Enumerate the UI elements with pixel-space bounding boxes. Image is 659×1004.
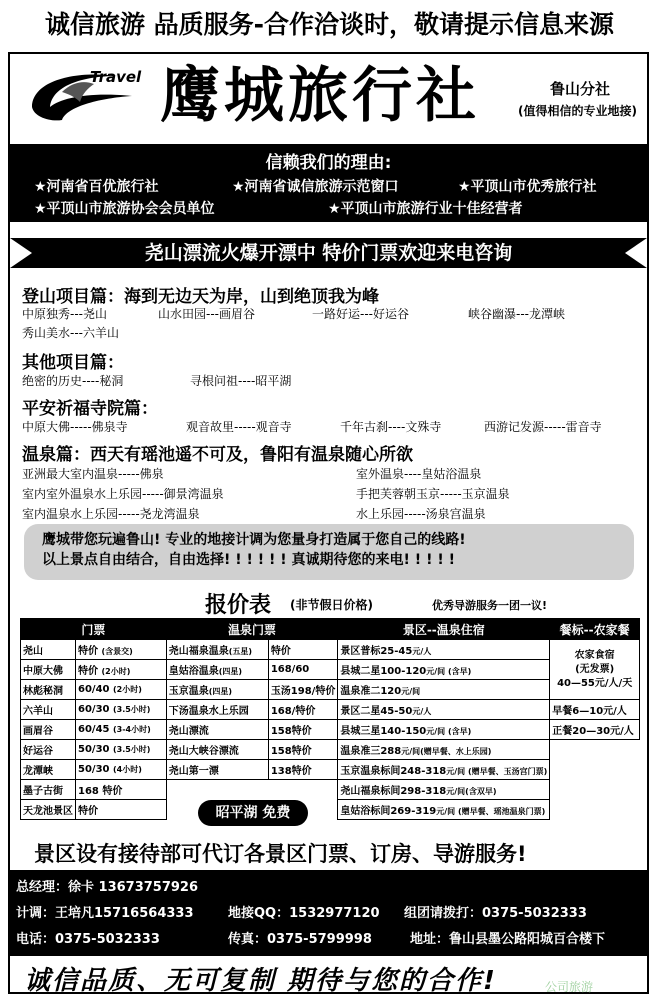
address-contact: 地址：鲁山县墨公路阳城百合楼下	[410, 932, 606, 947]
fax-contact: 传真：0375-5799998	[228, 932, 372, 947]
price-subtitle: (非节假日价格)	[290, 598, 373, 612]
spring-name: 尧山福泉温泉(五星)	[166, 640, 268, 660]
spot-item: 手把芙蓉朝玉京-----玉京温泉	[356, 487, 510, 501]
empty-cell	[550, 740, 640, 820]
promo-line: 鹰城带您玩遍鲁山! 专业的地接计调为您量身打造属于您自己的线路!	[42, 532, 466, 548]
reasons-box	[10, 144, 647, 222]
spot-item: 亚洲最大室内温泉-----佛泉	[22, 467, 164, 481]
spring-price: 138特价	[268, 760, 338, 780]
spot-item: 一路好运---好运谷	[312, 307, 409, 321]
spring-name: 皇姑浴温泉(四星)	[166, 660, 268, 680]
table-row	[21, 760, 640, 780]
table-row	[21, 640, 640, 660]
logo-text: Travel	[90, 68, 142, 86]
watermark: 公司旅游	[545, 980, 594, 994]
spring-name: 尧山第一漂	[166, 760, 268, 780]
planner-contact: 计调：王培凡15716564333	[16, 906, 194, 921]
spot-item: 峡谷幽瀑---龙潭峡	[468, 307, 565, 321]
ticket-name: 中原大佛	[21, 660, 76, 680]
lodging: 县城三星140-150元/间 (含早)	[338, 720, 550, 740]
spring-price: 玉汤198/特价	[268, 680, 338, 700]
bottom-slogan: 诚信品质、无可复制 期待与您的合作!	[24, 966, 497, 996]
ticket-price: 50/30 (4小时)	[76, 760, 167, 780]
header-lodging: 景区--温泉住宿	[338, 619, 550, 640]
hotspring-title: 温泉篇：西天有瑶池遥不可及，鲁阳有温泉随心所欲	[22, 445, 413, 465]
table-header-row	[21, 619, 640, 640]
ticket-price: 60/45 (3-4小时)	[76, 720, 167, 740]
spot-item: 绝密的历史----秘洞	[22, 374, 124, 388]
agency-tagline: (值得相信的专业地接)	[518, 104, 637, 118]
promo-box	[24, 524, 634, 580]
header-springs: 温泉门票	[166, 619, 338, 640]
spring-name: 尧山漂流	[166, 720, 268, 740]
spot-item: 西游记发源-----雷音寺	[484, 420, 602, 434]
ticket-price: 60/30 (3.5小时)	[76, 700, 167, 720]
eagle-logo	[22, 62, 152, 132]
ticket-price: 168 特价	[76, 780, 167, 800]
spot-item: 中原大佛-----佛泉寺	[22, 420, 128, 434]
lodging: 景区普标25-45元/人	[338, 640, 550, 660]
spot-item: 千年古刹----文殊寺	[340, 420, 442, 434]
temple-title: 平安祈福寺院篇：	[22, 399, 158, 419]
reason-item: ★平顶山市优秀旅行社	[458, 179, 597, 195]
table-row	[21, 680, 640, 700]
ticket-price: 特价 (含景交)	[76, 640, 167, 660]
qq-contact: 地接QQ：1532977120	[228, 906, 380, 921]
ticket-name: 好运谷	[21, 740, 76, 760]
header-meals: 餐标--农家餐	[550, 619, 640, 640]
spring-price: 特价	[268, 640, 338, 660]
contact-box	[10, 870, 647, 956]
spring-price: 158特价	[268, 740, 338, 760]
spring-name: 下汤温泉水上乐园	[166, 700, 268, 720]
services-line: 景区设有接待部可代订各景区门票、订房、导游服务!	[34, 842, 527, 866]
spring-name: 玉京温泉(四星)	[166, 680, 268, 700]
spring-price: 168/60	[268, 660, 338, 680]
reason-item: ★平顶山市旅游行业十佳经营者	[328, 201, 523, 217]
table-row	[21, 700, 640, 720]
ticket-name: 龙潭峡	[21, 760, 76, 780]
table-row	[21, 740, 640, 760]
spot-item: 室外温泉----皇姑浴温泉	[356, 467, 482, 481]
phone-contact: 电话：0375-5032333	[16, 932, 160, 947]
top-slogan: 诚信旅游 品质服务-合作洽谈时，敬请提示信息来源	[44, 10, 615, 39]
ticket-price: 特价	[76, 800, 167, 820]
spring-price: 158特价	[268, 720, 338, 740]
lodging: 温泉准二120元/间	[338, 680, 550, 700]
banner-text: 尧山漂流火爆开漂中 特价门票欢迎来电咨询	[144, 242, 513, 264]
spot-item: 室内温泉水上乐园-----尧龙湾温泉	[22, 507, 200, 521]
agency-name: 鹰城旅行社	[160, 61, 480, 131]
spot-item: 观音故里-----观音寺	[186, 420, 292, 434]
ticket-name: 六羊山	[21, 700, 76, 720]
ticket-name: 林彪秘洞	[21, 680, 76, 700]
lodging: 县城二星100-120元/间 (含早)	[338, 660, 550, 680]
table-row	[21, 780, 640, 800]
lodging: 尧山福泉标间298-318元/间(含双早)	[338, 780, 550, 800]
spot-item: 中原独秀---尧山	[22, 307, 107, 321]
free-badge: 昭平湖 免费	[198, 800, 308, 826]
lunch-price: 正餐20—30元/人	[550, 720, 640, 740]
spot-item: 山水田园---画眉谷	[158, 307, 255, 321]
reasons-title: 信赖我们的理由:	[265, 153, 392, 173]
reason-item: ★河南省诚信旅游示范窗口	[232, 179, 399, 195]
table-row	[21, 720, 640, 740]
price-table	[20, 618, 640, 820]
spot-item: 秀山美水---六羊山	[22, 326, 119, 340]
table-row	[21, 660, 640, 680]
lodging: 玉京温泉标间248-318元/间 (赠早餐、玉汤宫门票)	[338, 760, 550, 780]
reason-item: ★平顶山市旅游协会会员单位	[34, 201, 215, 217]
ticket-name: 墨子古街	[21, 780, 76, 800]
ticket-name: 天龙池景区	[21, 800, 76, 820]
spring-price: 168/特价	[268, 700, 338, 720]
spot-item: 室内室外温泉水上乐园-----御景湾温泉	[22, 487, 224, 501]
ticket-price: 50/30 (3.5小时)	[76, 740, 167, 760]
spot-item: 水上乐园-----汤泉宫温泉	[356, 507, 486, 521]
promo-banner	[10, 238, 647, 268]
reason-item: ★河南省百优旅行社	[34, 179, 159, 195]
branch-name: 鲁山分社	[549, 80, 610, 98]
price-title: 报价表	[205, 593, 272, 618]
arrow-right-icon	[10, 238, 32, 268]
ticket-name: 画眉谷	[21, 720, 76, 740]
lodging: 温泉准三288元/间(赠早餐、水上乐园)	[338, 740, 550, 760]
ticket-price: 特价 (2小时)	[76, 660, 167, 680]
header-tickets: 门票	[21, 619, 167, 640]
promo-line: 以上景点自由结合，自由选择! ! ! ! ! ! 真诚期待您的来电! ! ! ! !	[42, 552, 455, 568]
ticket-name: 尧山	[21, 640, 76, 660]
ticket-price: 60/40 (2小时)	[76, 680, 167, 700]
price-note: 优秀导游服务一团一议!	[432, 599, 548, 612]
other-title: 其他项目篇：	[22, 353, 124, 373]
spring-name: 尧山大峡谷漂流	[166, 740, 268, 760]
lodging: 皇姑浴标间269-319元/间 (赠早餐、瑶池温泉门票)	[338, 800, 550, 820]
breakfast-price: 早餐6—10元/人	[550, 700, 640, 720]
arrow-left-icon	[625, 238, 647, 268]
group-contact: 组团请拨打：0375-5032333	[404, 906, 587, 921]
mountain-title: 登山项目篇：海到无边天为岸，山到绝顶我为峰	[22, 287, 379, 307]
lodging: 景区二星45-50元/人	[338, 700, 550, 720]
farm-meal: 农家食宿 (无发票) 40—55元/人/天	[550, 640, 640, 700]
spot-item: 寻根问祖----昭平湖	[190, 374, 292, 388]
manager-contact: 总经理：徐卡 13673757926	[16, 880, 199, 895]
